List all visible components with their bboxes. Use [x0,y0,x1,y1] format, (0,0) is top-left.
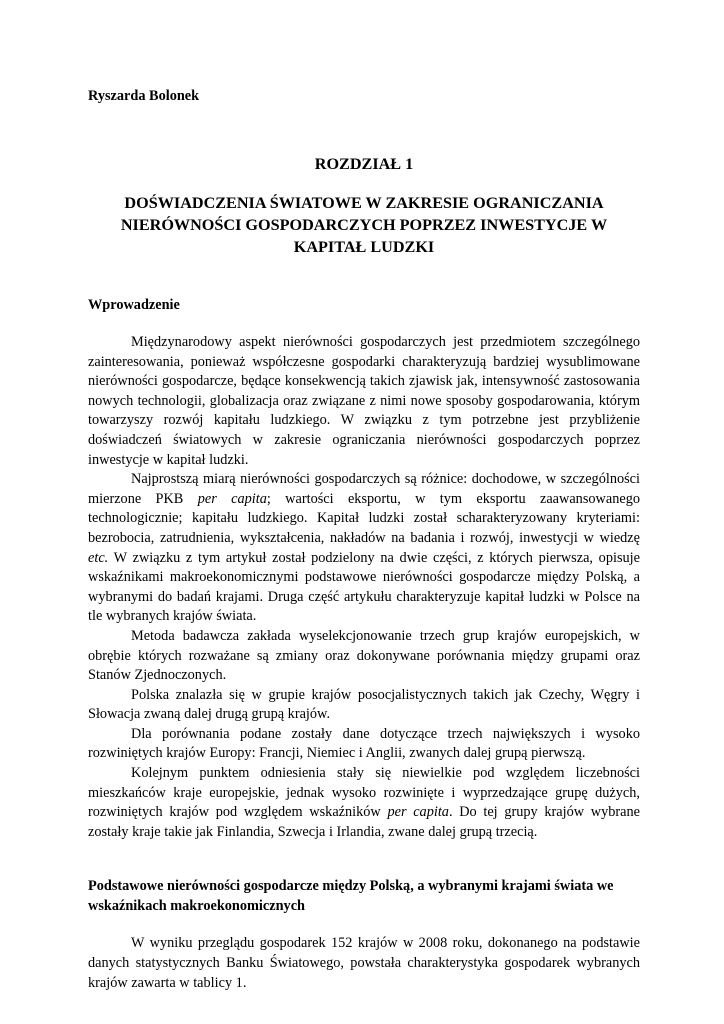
paragraph-text: Najprostszą miarą nierówności gospodarczych są różnice: dochodowe, w szczególności mierzone PKB [88,471,640,507]
subsection-heading-line: Podstawowe nierówności gospodarcze między Polską, a wybranymi krajami świata we [88,878,614,895]
paragraph: Polska znalazła się w grupie krajów posocjalistycznych takich jak Czechy, Węgry i Słowacja zwaną dalej drugą grupą krajów. [88,686,640,723]
paragraph [88,764,640,842]
paragraph-text: W związku z tym artykuł został podzielony na dwie części, z których pierwsza, opisuje wskaźnikami makroekonomicznymi podstawowe nierówności gospodarcze między Polską, a wybranymi do badań krajami. Druga część artykułu charakteryzuje kapitał ludzki w Polsce na tle wybranych krajów świata. [88,549,640,625]
paragraph: Metoda badawcza zakłada wyselekcjonowanie trzech grup krajów europejskich, w obrębie których rozważane są zmiany oraz dokonywane porównania między grupami oraz Stanów Zjednoczonych. [88,627,640,684]
subsection-heading-line: wskaźnikach makroekonomicznych [88,898,305,915]
paragraph-text: . Do tej grupy krajów wybrane zostały kraje takie jak Finlandia, Szwecja i Irlandia, zwane dalej grupą trzecią. [88,804,640,840]
document-page [88,86,640,993]
paragraph-italic-text: per capita [387,804,449,821]
chapter-title-line: KAPITAŁ LUDZKI [293,238,435,256]
paragraph-italic-text: per capita [197,490,267,507]
paragraph: W wyniku przeglądu gospodarek 152 krajów w 2008 roku, dokonanego na podstawie danych statystycznych Banku Światowego, powstała charakterystyka gospodarek wybranych krajów zawarta w tablicy 1. [88,935,640,991]
introduction-body [88,333,640,842]
author-name: Ryszarda Bolonek [88,88,200,104]
chapter-title-line: NIERÓWNOŚCI GOSPODARCZYCH POPRZEZ INWESTYCJE W [120,216,608,234]
paragraph-text: ; wartości eksportu, w tym eksportu zaawansowanego technologicznie; kapitału ludzkiego. Kapitał ludzki został scharakteryzowany kryteriami: bezrobocia, zatrudnienia, wykształcenia, nakładów na badania i rozwój, inwestycji w wiedzę [88,490,640,546]
chapter-title-line: DOŚWIADCZENIA ŚWIATOWE W ZAKRESIE OGRANICZANIA [124,194,604,212]
paragraph-italic-text: etc. [88,549,109,566]
section-heading-introduction: Wprowadzenie [88,297,180,313]
subsection-heading [88,876,640,916]
paragraph-text: Kolejnym punktem odniesienia stały się niewielkie pod względem liczebności mieszkańców kraje europejskie, jednak wysoko rozwinięte i wyprzedzające grupę dużych, rozwiniętych krajów pod względem wskaźników [88,765,640,821]
chapter-title [88,192,640,258]
subsection-body [88,934,640,993]
paragraph: Dla porównania podane zostały dane dotyczące trzech największych i wysoko rozwiniętych krajów Europy: Francji, Niemiec i Anglii, zwanych dalej grupą pierwszą. [88,725,640,762]
chapter-heading: ROZDZIAŁ 1 [314,155,414,173]
paragraph [88,470,640,627]
paragraph: Międzynarodowy aspekt nierówności gospodarczych jest przedmiotem szczególnego zainteresowania, ponieważ współczesne gospodarki charakteryzują bardziej wysublimowane nierówności gospodarcze, będące konsekwencją takich zjawisk jak, intensywność zastosowania nowych technologii, globalizacja oraz związane z nimi nowe sposoby gospodarowania, którym towarzyszy rozwój kapitału ludzkiego. W związku z tym potrzebne jest przybliżenie doświadczeń światowych w zakresie ograniczania nierówności gospodarczych poprzez inwestycje w kapitał ludzki. [88,334,640,468]
